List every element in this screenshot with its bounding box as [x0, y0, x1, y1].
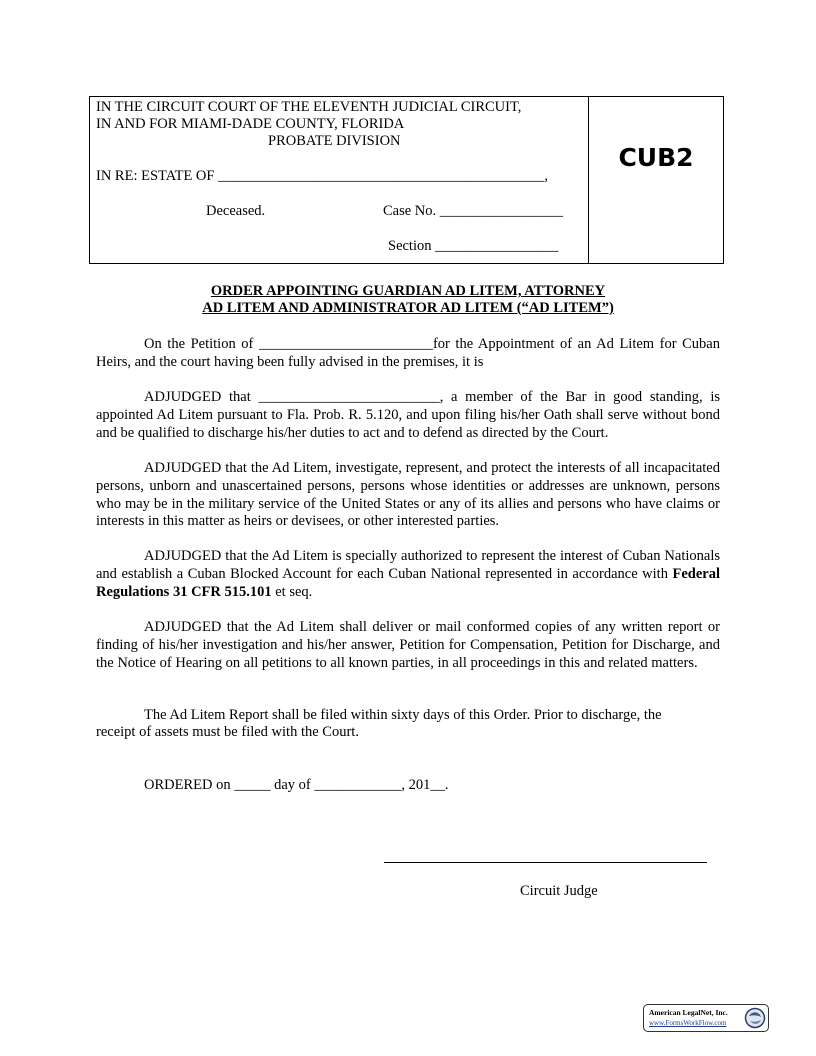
circuit-judge-label: Circuit Judge [520, 883, 598, 899]
section-field[interactable]: Section _________________ [388, 238, 559, 254]
service-paragraph: ADJUDGED that the Ad Litem shall deliver or mail conformed copies of any written report or finding of his/her investigation and his/her answer, Petition for Compensation, Petition for Discharge, and the Notice of Hearing on all petitions to all known parties, in all proceedings in this and related matters. [96, 619, 720, 671]
court-name-line-2: IN AND FOR MIAMI-DADE COUNTY, FLORIDA [96, 116, 405, 132]
caption-left-cell [90, 97, 589, 263]
petition-paragraph: On the Petition of ________________________for the Appointment of an Ad Litem for Cuban Heirs, and the court having been fully advised in the premises, it is [96, 336, 720, 370]
caption-right-cell [589, 97, 723, 263]
order-title-line-1: ORDER APPOINTING GUARDIAN AD LITEM, ATTORNEY [210, 283, 606, 299]
order-title-line-2: AD LITEM AND ADMINISTRATOR AD LITEM (“AD LITEM”) [202, 300, 614, 316]
cuban-account-paragraph [96, 548, 720, 601]
american-legalnet-logo [643, 1004, 769, 1032]
report-line-1: The Ad Litem Report shall be filed within sixty days of this Order. Prior to discharge, the [144, 707, 662, 723]
judge-signature-line[interactable] [384, 862, 707, 863]
cuban-account-text: ADJUDGED that the Ad Litem is specially authorized to represent the interest of Cuban Nationals and establish a Cuban Blocked Account for each Cuban National represented in accordance with [96, 548, 720, 582]
ordered-date-line[interactable]: ORDERED on _____ day of ____________, 201__. [144, 777, 449, 793]
federal-regulation-citation: Federal Regulations 31 CFR 515.101 [96, 565, 720, 600]
court-name-line-1: IN THE CIRCUIT COURT OF THE ELEVENTH JUDICIAL CIRCUIT, [96, 99, 522, 115]
case-number-field[interactable]: Case No. _________________ [383, 203, 564, 219]
et-seq-text: et seq. [271, 583, 313, 600]
division-label: PROBATE DIVISION [268, 133, 401, 149]
report-line-2: receipt of assets must be filed with the Court. [96, 724, 359, 740]
deceased-label: Deceased. [206, 203, 266, 219]
duties-paragraph: ADJUDGED that the Ad Litem, investigate, represent, and protect the interests of all incapacitated persons, unborn and unascertained persons, persons whose identities or addresses are unknown, persons who may be in the military service of the United States or any of its allies and persons who have claims or interests in this matter as heirs or devisees, or other interested parties. [96, 460, 720, 530]
logo-website-link[interactable]: www.FormsWorkFlow.com [649, 1019, 727, 1027]
case-caption-box [89, 96, 724, 264]
appointment-paragraph: ADJUDGED that _________________________, a member of the Bar in good standing, is appointed Ad Litem pursuant to Fla. Prob. R. 5.120, and upon filing his/her Oath shall serve without bond and be qualified to discharge his/her duties to act and to defend as directed by the Court. [96, 389, 720, 441]
logo-company-name: American LegalNet, Inc. [649, 1008, 728, 1017]
estate-of-field[interactable]: IN RE: ESTATE OF _____________________________________________, [96, 168, 548, 184]
globe-icon [744, 1007, 766, 1029]
form-code: CUB2 [618, 143, 694, 172]
